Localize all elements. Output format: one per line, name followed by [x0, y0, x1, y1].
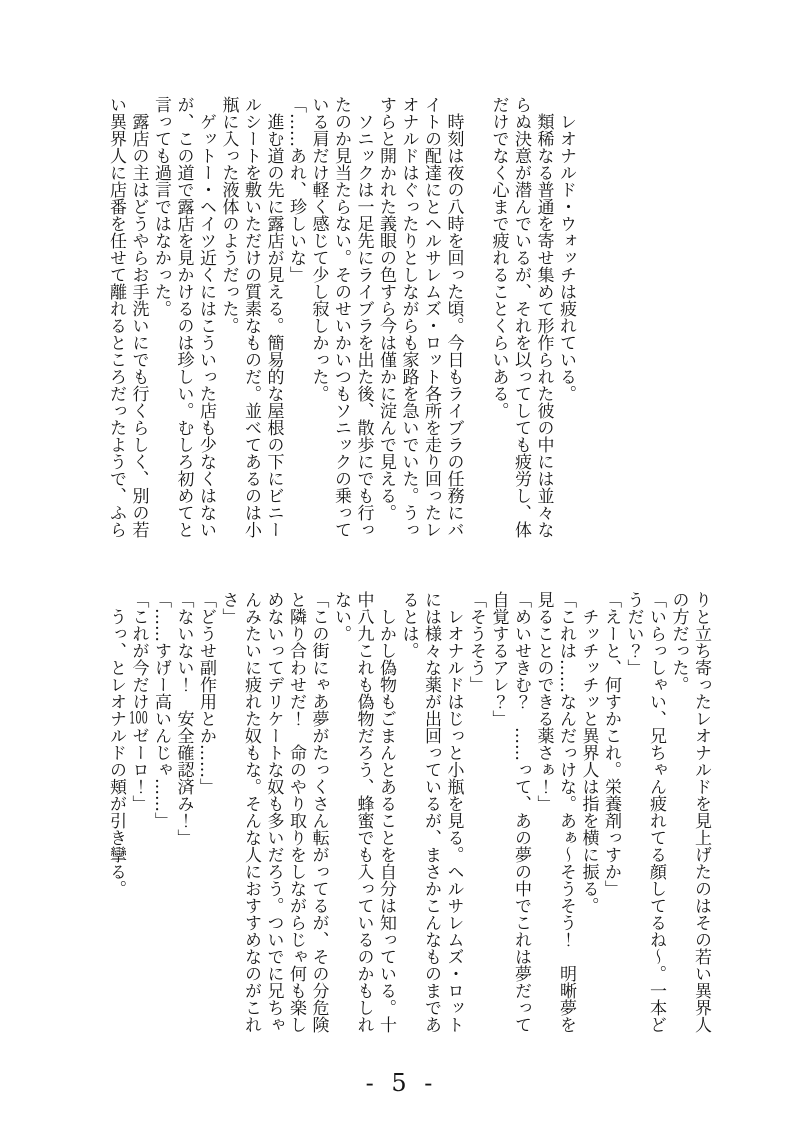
text-line: 進む道の先に露店が見える。簡易的な屋根の下にビニー [263, 113, 284, 538]
dialogue-line: うだい？」 [623, 591, 644, 676]
text-line: ゲットー・ヘイツ近くにはこういった店も少なくはない [196, 113, 216, 538]
text-line: らぬ決意が潜んでいるが、それを以ってしても疲労し、体 [511, 96, 531, 538]
text-line: ない。 [331, 591, 351, 642]
dialogue-line: 「これは……なんだっけな。あぁ〜そうそう！ 明晰夢を [556, 591, 576, 1033]
text-line: 中八九これも偽物だろう、蜂蜜でも入っているのかもしれ [353, 591, 374, 1033]
text-line: うっ、とレオナルドの頬が引き攣る。 [106, 608, 126, 897]
dialogue-line: 「これが今だけ100ゼーロ！」 [128, 591, 149, 812]
dialogue-line: 「どうせ副作用とか……」 [196, 591, 216, 795]
dialogue-line: んみたいに疲れた奴もな。そんな人におすすめなのがこれ [241, 591, 261, 1033]
dialogue-line: 「ないない！ 安全確認済み！」 [173, 591, 194, 846]
text-line: 瓶に入った液体のようだった。 [218, 96, 239, 334]
scene-break [465, 96, 488, 548]
text-line: レオナルドはじっと小瓶を見る。ヘルサレムズ・ロット [443, 608, 464, 1033]
text-line: すらと開かれた義眼の色すら今は僅かに淀んで見える。 [376, 96, 396, 521]
dialogue-line: と隣り合わせだ！ 命のやり取りをしながらじゃ何も楽し [286, 591, 306, 1033]
dialogue-line: 「……すげー高いんじゃ……」 [151, 591, 171, 829]
lower-text-tier [104, 591, 712, 1049]
text-line: るとは。 [398, 591, 419, 659]
upright-number: 100 [129, 710, 148, 727]
dialogue-line: さ」 [218, 591, 239, 625]
text-line: 言っても過言ではなかった。 [151, 96, 171, 317]
text-line: たのか見当たらない。そのせいかいつもソニックの乗って [331, 96, 351, 538]
dialogue-line: 「えーと、何すかこれ。栄養剤っすか」 [601, 591, 621, 897]
text-line: 時刻は夜の八時を回った頃。今日もライブラの任務にバ [443, 113, 464, 538]
dialogue-line: 「そうそう」 [466, 591, 486, 693]
text-line: だけでなく心まで疲れることくらいある。 [488, 96, 509, 419]
text-line: しかし偽物もごまんとあることを自分は知っている。十 [376, 608, 396, 1033]
dialogue-line: 「いらっしゃい、兄ちゃん疲れてる顔してるね〜。一本ど [646, 591, 666, 1033]
page-number: - 5 - [365, 1069, 435, 1097]
dialogue-line: 見ることのできる薬さぁ！」 [533, 591, 554, 812]
title-space [577, 96, 712, 548]
text-line: が、この道で露店を見かけるのは珍しい。むしろ初めてと [173, 96, 194, 538]
text-line: 類稀なる普通を寄せ集めて形作られた彼の中には並々な [533, 113, 554, 538]
dialogue-line: めないってデリケートな奴も多いだろう。ついでに兄ちゃ [263, 591, 284, 1033]
text-line: ソニックは一足先にライブラを出た後、散歩にでも行っ [353, 113, 374, 538]
text-line: りと立ち寄ったレオナルドを見上げたのはその若い異界人 [691, 591, 711, 1033]
text-line: の方だった。 [668, 591, 689, 693]
text-line: いる肩だけ軽く感じて少し寂しかった。 [308, 96, 329, 402]
text-line: チッチッチッと異界人は指を横に振る。 [578, 608, 599, 914]
text-line: 露店の主はどうやらお手洗いにでも行くらしく、別の若 [128, 113, 149, 538]
text-line: ルシートを敷いただけの質素なものだ。並べてあるのは小 [241, 96, 261, 538]
dialogue-line: 「めいせきむ？ ……って、あの夢の中でこれは夢だって [511, 591, 531, 1033]
text-line: イトの配達にとヘルサレムズ・ロット各所を走り回ったレ [421, 96, 441, 538]
text-line: には様々な薬が出回っているが、まさかこんなものまであ [421, 591, 441, 1033]
upper-text-tier [104, 96, 712, 548]
dialogue-line: 「……あれ、珍しいな」 [286, 96, 306, 283]
text-line: オナルドはぐったりとしながらも家路を急いでいた。うっ [398, 96, 419, 538]
dialogue-line: 「この街にゃあ夢がたっくさん転がってるが、その分危険 [308, 591, 329, 1033]
dialogue-line: 自覚するアレ？」 [488, 591, 509, 727]
text-line: レオナルド・ウォッチは疲れている。 [556, 113, 576, 402]
text-line: い異界人に店番を任せて離れるところだったようで、ふら [106, 96, 126, 538]
